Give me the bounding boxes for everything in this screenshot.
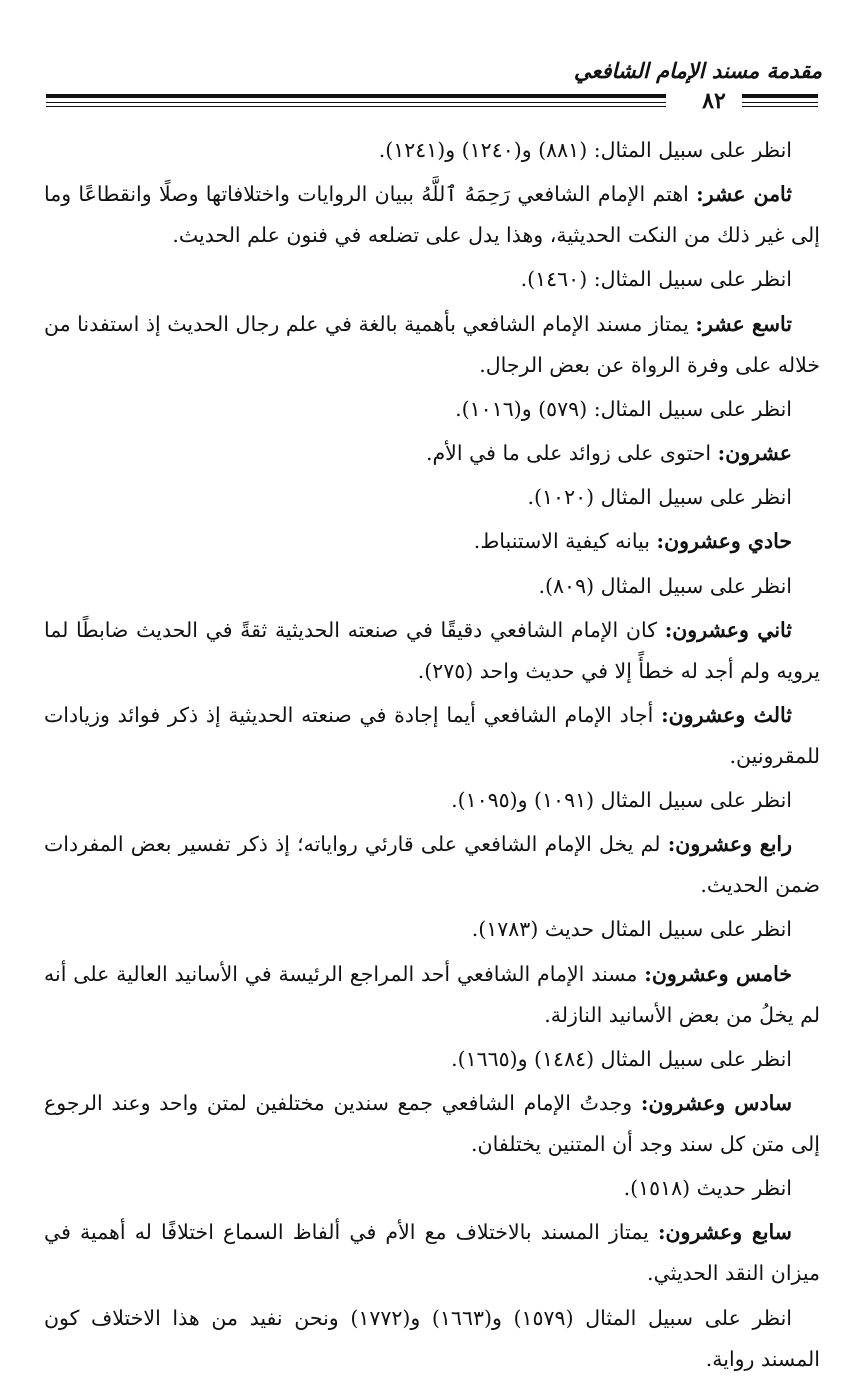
section-paragraph [44,695,820,777]
section-paragraph [44,304,820,386]
page-number-rule-thin-lower [742,106,818,107]
reference-paragraph [44,259,820,300]
body-text [44,130,820,1383]
section-heading: خامس وعشرون: [644,961,792,986]
section-heading: ثاني وعشرون: [664,617,792,642]
paragraph-text: مسند الإمام الشافعي أحد المراجع الرئيسة في الأسانيد العالية على أنه لم يخلُ من بعض الأسانيد النازلة. [44,961,820,1027]
paragraph-text: انظر على سبيل المثال (١٠٩١) و(١٠٩٥). [451,788,792,813]
section-heading: تاسع عشر: [695,311,793,336]
section-paragraph [44,824,820,906]
section-paragraph [44,521,820,562]
header-rule-thick [46,94,666,98]
section-heading: سادس وعشرون: [640,1091,792,1115]
running-title: مقدمة مسند الإمام الشافعي [573,58,822,83]
paragraph-text: انظر على سبيل المثال (١٠٢٠). [527,485,792,510]
reference-paragraph [44,566,820,607]
page-number: ٨٢ [702,88,726,114]
paragraph-text: لم يخل الإمام الشافعي على قارئي رواياته؛ إذ ذكر تفسير بعض المفردات ضمن الحديث. [44,832,820,898]
reference-paragraph [44,130,820,171]
reference-paragraph [44,477,820,518]
section-paragraph [44,954,820,1036]
reference-paragraph [44,1298,820,1380]
section-paragraph [44,1212,820,1294]
header-rule-thin-lower [46,106,666,107]
section-heading: عشرون: [717,440,792,465]
paragraph-text: اهتم الإمام الشافعي رَحِمَهُ ٱللَّهُ ببيان الروايات واختلافاتها وصلًا وانقطاعًا وما إلى غير ذلك من النكت الحديثية، وهذا يدل على تضلعه في فنون علم الحديث. [44,182,820,248]
paragraph-text: انظر على سبيل المثال: (٨٨١) و(١٢٤٠) و(١٢٤١). [378,138,792,162]
section-heading: ثالث وعشرون: [661,702,792,727]
section-paragraph [44,174,820,256]
reference-paragraph [44,780,820,821]
section-paragraph [44,433,820,474]
paragraph-text: انظر على سبيل المثال: (١٤٦٠). [520,267,792,292]
paragraph-text: وجدتُ الإمام الشافعي جمع سندين مختلفين لمتن واحد وعند الرجوع إلى متن كل سند وجد أن المتنين يختلفان. [44,1091,820,1156]
section-paragraph [44,1083,820,1165]
reference-paragraph [44,1168,820,1209]
paragraph-text: انظر على سبيل المثال (٨٠٩). [538,573,792,598]
paragraph-text: انظر على سبيل المثال (١٥٧٩) و(١٦٦٣) و(١٧٧٢) ونحن نفيد من هذا الاختلاف كون المسند رواية. [44,1305,820,1371]
paragraph-text: كان الإمام الشافعي دقيقًا في صنعته الحديثية ثقةً في الحديث ضابطًا لما يرويه ولم أجد له خطأً إلا في حديث واحد (٢٧٥). [44,617,820,683]
header-rule-thin [46,102,666,103]
section-heading: حادي وعشرون: [656,529,792,554]
page-number-rule-thin [742,102,818,103]
section-heading: رابع وعشرون: [667,832,792,857]
reference-paragraph [44,909,820,950]
reference-paragraph [44,1039,820,1080]
reference-paragraph [44,389,820,430]
section-paragraph [44,610,820,692]
paragraph-text: يمتاز مسند الإمام الشافعي بأهمية بالغة في علم رجال الحديث إذ استفدنا من خلاله على وفرة الرواة عن بعض الرجال. [44,311,820,377]
paragraph-text: أجاد الإمام الشافعي أيما إجادة في صنعته الحديثية إذ ذكر فوائد وزيادات للمقرونين. [44,702,820,768]
paragraph-text: يمتاز المسند بالاختلاف مع الأم في ألفاظ السماع اختلافًا له أهمية في ميزان النقد الحديثي. [44,1220,820,1286]
paragraph-text: انظر على سبيل المثال (١٤٨٤) و(١٦٦٥). [451,1046,792,1071]
section-heading: سابع وعشرون: [657,1220,792,1245]
paragraph-text: انظر على سبيل المثال حديث (١٧٨٣). [471,917,792,942]
page-number-rule-thick [742,94,818,98]
paragraph-text: انظر حديث (١٥١٨). [623,1176,792,1201]
paragraph-text: احتوى على زوائد على ما في الأم. [425,440,718,465]
paragraph-text: انظر على سبيل المثال: (٥٧٩) و(١٠١٦). [455,396,792,421]
section-heading: ثامن عشر: [696,182,792,207]
paragraph-text: بيانه كيفية الاستنباط. [473,529,657,554]
